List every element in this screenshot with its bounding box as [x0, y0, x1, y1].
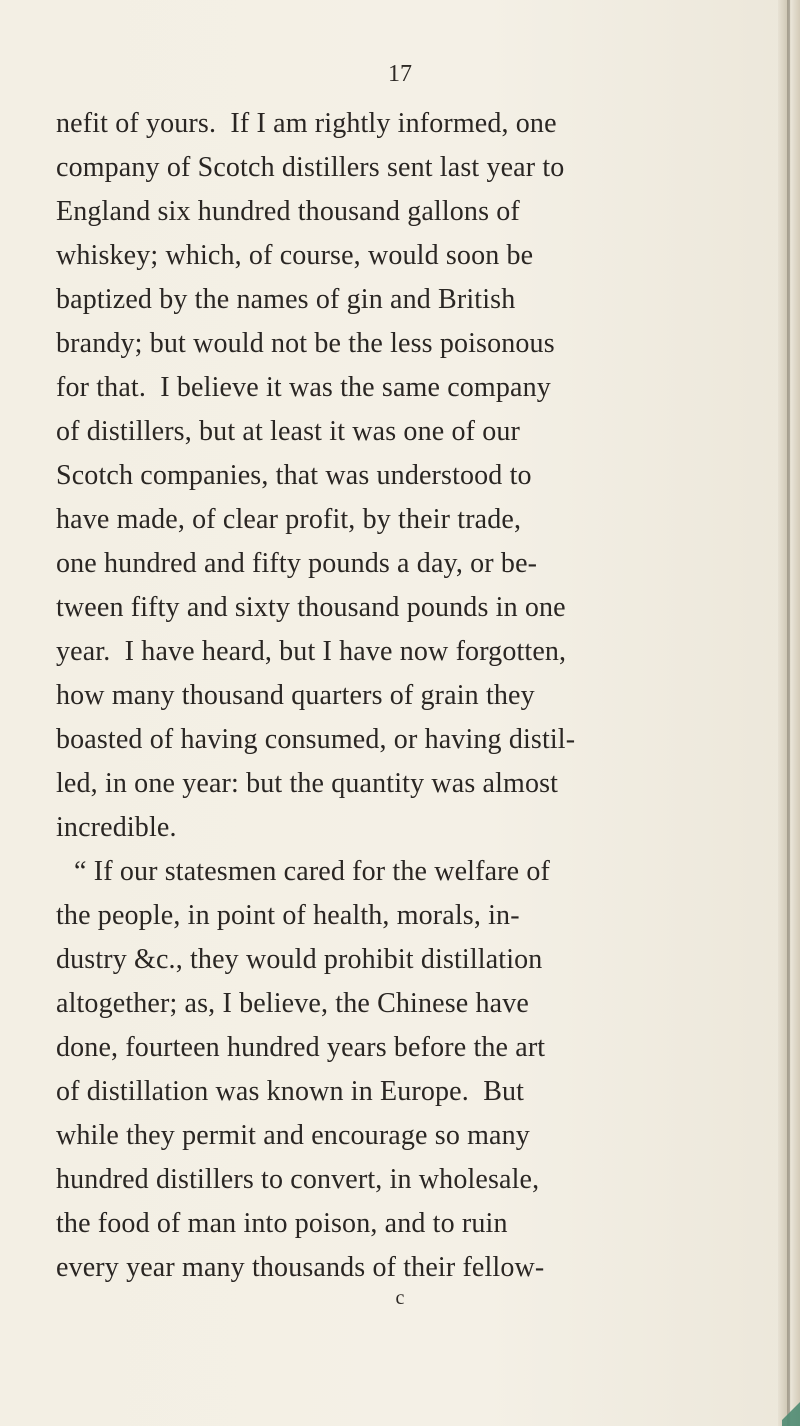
text-line: whiskey; which, of course, would soon be — [56, 240, 534, 271]
corner-marker — [782, 1400, 800, 1426]
text-line: England six hundred thousand gallons of — [56, 196, 520, 227]
signature-mark: c — [395, 1287, 405, 1309]
page-number: 17 — [388, 61, 412, 87]
text-line: of distillers, but at least it was one of our — [56, 416, 520, 447]
text-line: nefit of yours. If I am rightly informed, one — [56, 108, 557, 139]
text-line: the people, in point of health, morals, in- — [56, 900, 520, 931]
text-line: altogether; as, I believe, the Chinese have — [56, 988, 529, 1019]
text-line: hundred distillers to convert, in wholesale, — [56, 1164, 540, 1195]
binding-line — [787, 0, 790, 1426]
text-line: one hundred and fifty pounds a day, or be- — [56, 548, 538, 579]
text-line: Scotch companies, that was understood to — [56, 460, 532, 491]
text-line: while they permit and encourage so many — [56, 1120, 530, 1151]
text-line: of distillation was known in Europe. But — [56, 1076, 525, 1107]
text-line: led, in one year: but the quantity was almost — [56, 768, 559, 799]
text-line: “ If our statesmen cared for the welfare of — [74, 856, 550, 887]
text-line: the food of man into poison, and to ruin — [56, 1208, 508, 1239]
text-line: for that. I believe it was the same company — [56, 372, 551, 403]
text-line: done, fourteen hundred years before the art — [56, 1032, 546, 1063]
text-line: year. I have heard, but I have now forgotten, — [56, 636, 567, 667]
text-line: dustry &c., they would prohibit distillation — [56, 944, 543, 975]
text-line: tween fifty and sixty thousand pounds in one — [56, 592, 566, 623]
text-line: incredible. — [56, 812, 177, 843]
text-line: company of Scotch distillers sent last year to — [56, 152, 565, 183]
text-line: baptized by the names of gin and British — [56, 284, 516, 315]
text-line: how many thousand quarters of grain they — [56, 680, 535, 711]
text-line: have made, of clear profit, by their trade, — [56, 504, 522, 535]
text-line: every year many thousands of their fellow- — [56, 1252, 545, 1283]
text-line: boasted of having consumed, or having distil- — [56, 724, 576, 755]
text-line: brandy; but would not be the less poisonous — [56, 328, 555, 359]
